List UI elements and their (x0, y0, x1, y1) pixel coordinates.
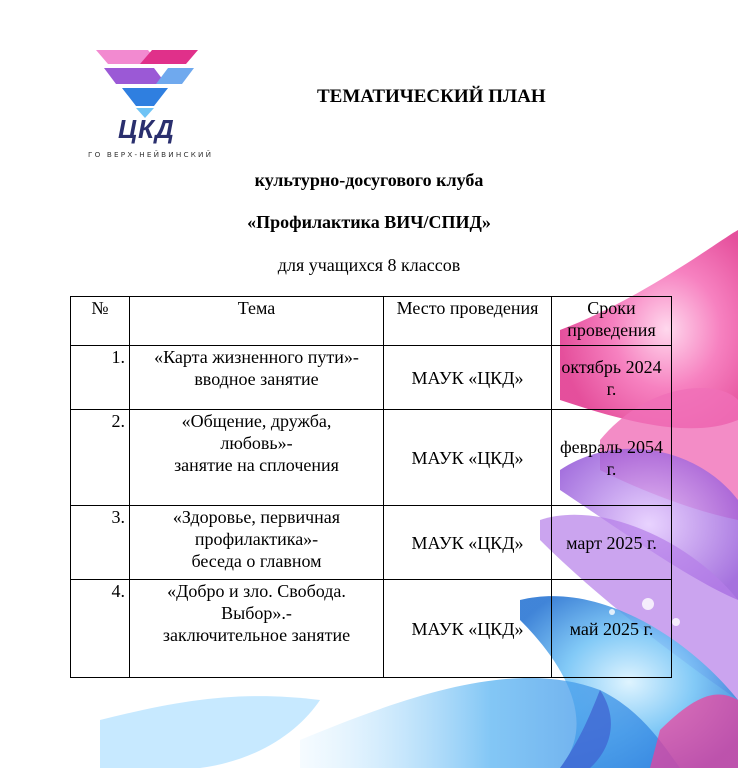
audience-line: для учащихся 8 классов (277, 255, 461, 275)
row-date: март 2025 г. (552, 506, 672, 580)
topic-line: «Общение, дружба, (181, 411, 332, 431)
table-row (71, 506, 672, 580)
topic-line: «Карта жизненного пути»- (154, 347, 359, 367)
row-number: 4. (71, 580, 130, 678)
row-date: май 2025 г. (552, 580, 672, 678)
header-topic: Тема (130, 297, 384, 346)
row-place: МАУК «ЦКД» (384, 410, 552, 506)
row-topic (130, 580, 384, 678)
plan-table (70, 296, 672, 678)
page-title: ТЕМАТИЧЕСКИЙ ПЛАН (317, 86, 546, 107)
table-row (71, 410, 672, 506)
row-number: 3. (71, 506, 130, 580)
logo-mark (88, 44, 228, 164)
row-topic (130, 506, 384, 580)
row-date: октябрь 2024 г. (552, 346, 672, 410)
logo-name: ЦКД (118, 114, 175, 144)
row-topic (130, 346, 384, 410)
topic-line: беседа о главном (191, 551, 322, 571)
table-row (71, 346, 672, 410)
table-header-row (71, 297, 672, 346)
row-number: 1. (71, 346, 130, 410)
topic-line: «Здоровье, первичная (172, 507, 341, 527)
header-date: Сроки проведения (552, 297, 672, 346)
row-place: МАУК «ЦКД» (384, 346, 552, 410)
header-num: № (71, 297, 130, 346)
club-line: культурно-досугового клуба (254, 170, 484, 190)
topic-line: Выбор».- (221, 603, 292, 623)
table-row (71, 580, 672, 678)
row-place: МАУК «ЦКД» (384, 580, 552, 678)
row-date: февраль 2054 г. (552, 410, 672, 506)
logo-subtitle: ГО ВЕРХ-НЕЙВИНСКИЙ (88, 150, 214, 159)
topic-line: заключительное занятие (162, 625, 351, 645)
row-topic (130, 410, 384, 506)
topic-line: «Добро и зло. Свобода. (167, 581, 346, 601)
header-place: Место проведения (384, 297, 552, 346)
topic-line: профилактика»- (194, 529, 319, 549)
club-name: «Профилактика ВИЧ/СПИД» (247, 212, 491, 232)
row-place: МАУК «ЦКД» (384, 506, 552, 580)
topic-line: занятие на сплочения (174, 455, 339, 475)
row-number: 2. (71, 410, 130, 506)
topic-line: любовь»- (220, 433, 293, 453)
topic-line: вводное занятие (194, 369, 319, 389)
